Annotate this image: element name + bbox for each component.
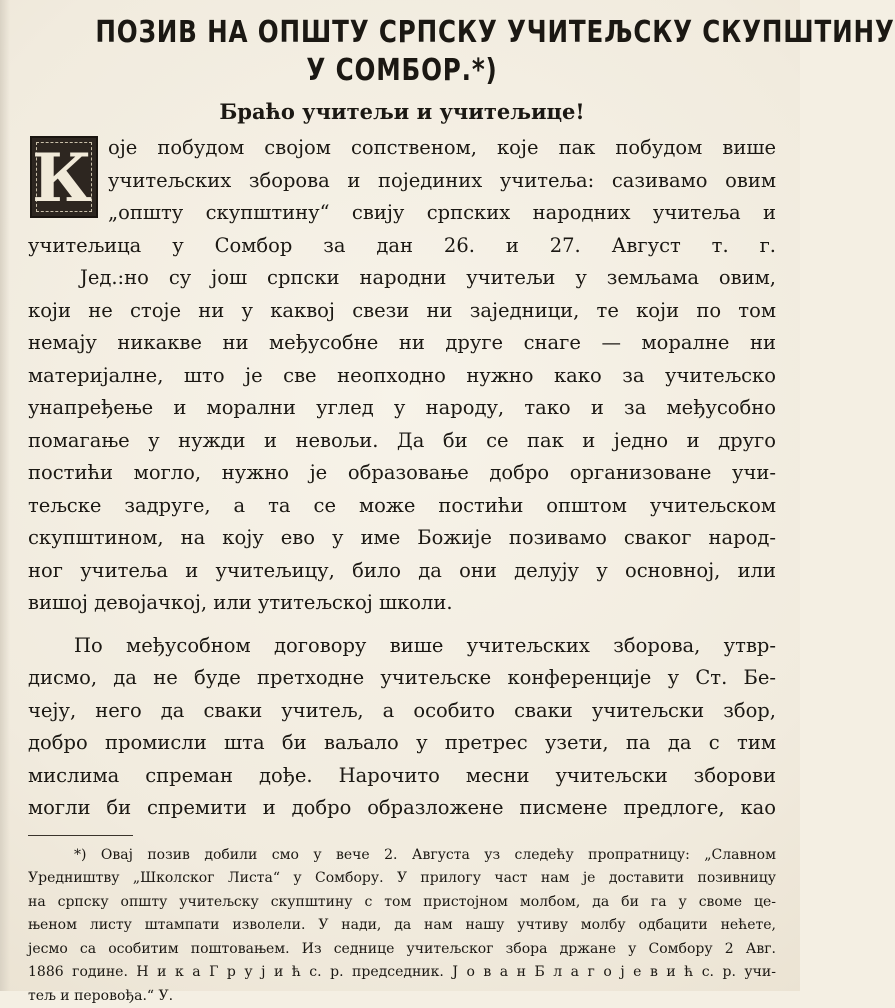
- text-line: добро промисли шта би ваљало у претрес узети, па да с тим: [28, 727, 776, 760]
- text-line: оје побудом својом сопственом, које пак побудом више: [108, 132, 776, 165]
- text-line: По међусобном договору више учитељских зборова, утвр-: [28, 630, 776, 663]
- text-line: могли би спремити и добро образложене писмене предлоге, као: [28, 792, 776, 825]
- footnote-rule: [28, 835, 133, 836]
- page-title: [95, 14, 708, 90]
- text-line: тељске задруге, а та се може постићи општом учитељском: [28, 490, 776, 523]
- paragraph-gap: [28, 620, 776, 630]
- text-line: који не стоје ни у каквој свези ни заједници, те који по том: [28, 295, 776, 328]
- footnote-line: *) Овај позив добили смо у вече 2. Августа уз слeдећу пропратницу: „Славном: [28, 844, 776, 868]
- text-line: материјалне, што је све неопходно нужно како за учитељско: [28, 360, 776, 393]
- text-line: унапређење и морални углед у народу, тако и за међусобно: [28, 392, 776, 425]
- text-line: скупштином, на коју ево у име Божије позивамо сваког народ-: [28, 522, 776, 555]
- title-line-1: ПОЗИВ НА ОПШТУ СРПСКУ УЧИТЕЉСКУ СКУПШТИНУ: [95, 14, 708, 52]
- footnote: [28, 844, 776, 1008]
- text-line: постићи могло, нужно је образовање добро организоване учи-: [28, 457, 776, 490]
- footnote-line: њеном листу штампати изволели. У нади, да нам нашу учтиву молбу одбацити нећете,: [28, 914, 776, 938]
- text-line: мислима спреман дође. Нарочито месни учитељски зборови: [28, 760, 776, 793]
- dropcap-ornament: [30, 136, 98, 218]
- paragraph-3: [28, 630, 776, 825]
- footnote-line: тељ и перовођа.“ У.: [28, 985, 776, 1008]
- page-edge-shadow: [0, 0, 10, 991]
- footnote-line: јесмо са особитим поштовањем. Из седнице учитељског збора држане у Сомбору 2 Авг.: [28, 938, 776, 962]
- text-line: чеју, него да сваки учитељ, а особито сваки учитељски збор,: [28, 695, 776, 728]
- salutation: Браћо учитељи и учитељице!: [28, 98, 776, 126]
- footnote-line: Уредништву „Школског Листа“ у Сомбору. У прилогу част нам је доставити позивницу: [28, 867, 776, 891]
- paragraph-2: [28, 262, 776, 620]
- dropcap-letter: К: [32, 140, 96, 216]
- text-line: вишој девојачкој, или утитељској школи.: [28, 587, 776, 620]
- footnote-line: на српску општу учитељску скупштину с том пристојном молбом, да би га у своме це-: [28, 891, 776, 915]
- text-line: немају никакве ни међусобне ни друге снаге — моралне ни: [28, 327, 776, 360]
- text-line: учитељица у Сомбор за дан 26. и 27. Август т. г.: [28, 230, 776, 263]
- footnote-line: 1886 године. Н и к а Г р у ј и ћ с. р. председник. Ј о в а н Б л а г о ј е в и ћ с. р. учи-: [28, 961, 776, 985]
- paragraph-1: [28, 132, 776, 262]
- text-line: дисмо, да не буде претходне учитељске конференције у Ст. Бе-: [28, 662, 776, 695]
- title-line-2: У СОМБОР.*): [95, 52, 708, 90]
- text-line: Јед.:но су још српски народни учитељи у земљама овим,: [28, 262, 776, 295]
- text-line: ног учитеља и учитељицу, било да они делују у основној, или: [28, 555, 776, 588]
- text-line: помагање у нужди и невољи. Да би се пак и једно и друго: [28, 425, 776, 458]
- text-line: учитељских зборова и појединих учитеља: сазивамо овим: [108, 165, 776, 198]
- text-line: „општу скупштину“ свију српских народних учитеља и: [108, 197, 776, 230]
